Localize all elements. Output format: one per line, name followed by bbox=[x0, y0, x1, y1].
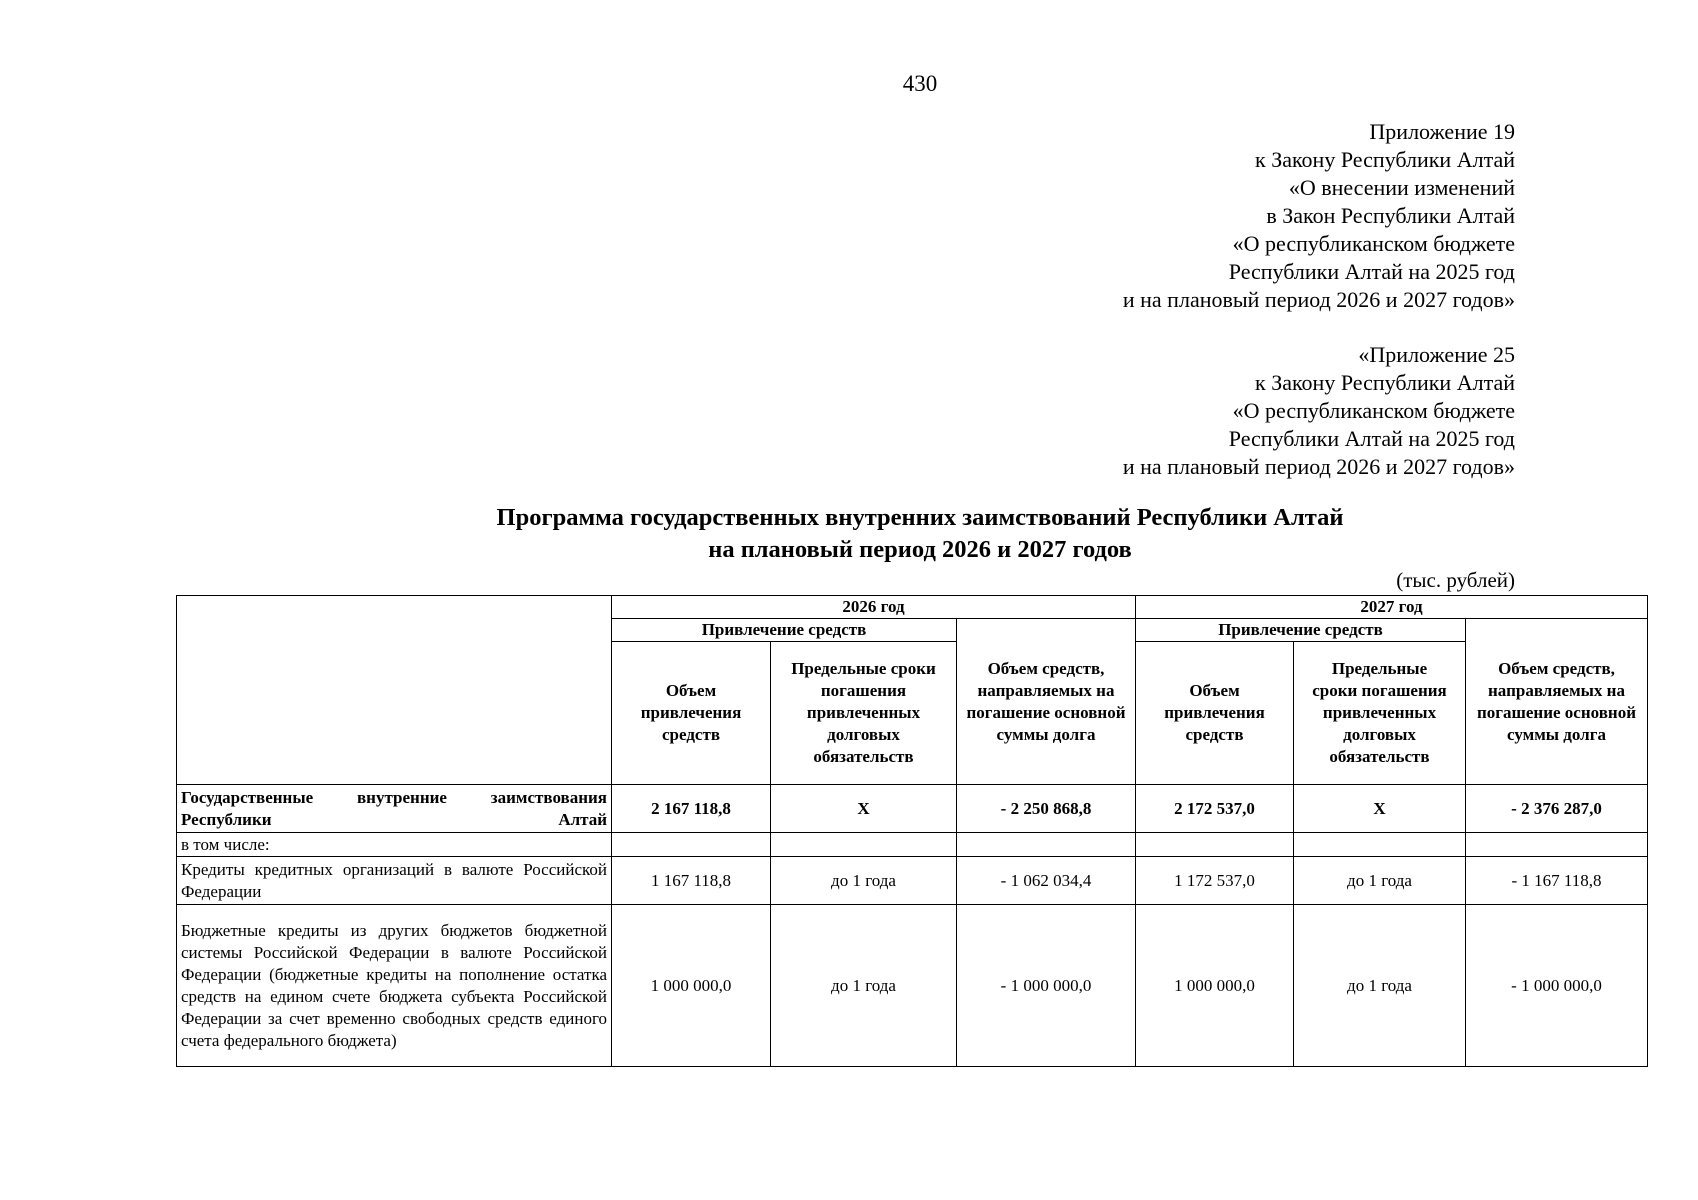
cell-term-2026: до 1 года bbox=[771, 857, 957, 905]
appendix-line: Приложение 19 bbox=[1369, 119, 1515, 144]
header-attraction-2027: Привлечение средств bbox=[1136, 619, 1466, 642]
document-title bbox=[180, 502, 1660, 566]
appendix-line: Республики Алтай на 2025 год bbox=[1228, 426, 1515, 451]
header-terms-2026: Предельные сроки погашения привлеченных долговых обязательств bbox=[771, 642, 957, 785]
cell-repay-2026: - 1 062 034,4 bbox=[957, 857, 1136, 905]
appendix-line: и на плановый период 2026 и 2027 годов» bbox=[1122, 287, 1515, 312]
appendix-line: и на плановый период 2026 и 2027 годов» bbox=[1122, 454, 1515, 479]
appendix-line: к Закону Республики Алтай bbox=[1255, 370, 1515, 395]
appendix-line: «О республиканском бюджете bbox=[1232, 398, 1515, 423]
appendix-line: к Закону Республики Алтай bbox=[1255, 147, 1515, 172]
cell-term-2027: Х bbox=[1294, 785, 1466, 833]
cell-repay-2026 bbox=[957, 833, 1136, 857]
cell-volume-2026: 1 167 118,8 bbox=[612, 857, 771, 905]
cell-repay-2027: - 2 376 287,0 bbox=[1466, 785, 1648, 833]
appendix-line: «О республиканском бюджете bbox=[1232, 231, 1515, 256]
title-line-2: на плановый период 2026 и 2027 годов bbox=[708, 536, 1132, 563]
table-row bbox=[177, 833, 1648, 857]
header-repayment-2027: Объем средств, направляемых на погашение основной суммы долга bbox=[1466, 619, 1648, 785]
cell-volume-2026: 1 000 000,0 bbox=[612, 905, 771, 1067]
units-label: (тыс. рублей) bbox=[1396, 568, 1515, 592]
cell-term-2027: до 1 года bbox=[1294, 905, 1466, 1067]
header-volume-2026: Объем привлечения средств bbox=[612, 642, 771, 785]
appendix-25-header bbox=[815, 341, 1515, 481]
title-line-1: Программа государственных внутренних заимствований Республики Алтай bbox=[496, 504, 1344, 531]
cell-repay-2027 bbox=[1466, 833, 1648, 857]
cell-term-2026 bbox=[771, 833, 957, 857]
row-name: Кредиты кредитных организаций в валюте Российской Федерации bbox=[177, 857, 612, 905]
cell-term-2027 bbox=[1294, 833, 1466, 857]
cell-volume-2026 bbox=[612, 833, 771, 857]
cell-term-2027: до 1 года bbox=[1294, 857, 1466, 905]
header-empty-cell bbox=[177, 596, 612, 785]
header-volume-2027: Объем привлечения средств bbox=[1136, 642, 1294, 785]
table-row bbox=[177, 905, 1648, 1067]
appendix-line: «Приложение 25 bbox=[1358, 342, 1515, 367]
header-attraction-2026: Привлечение средств bbox=[612, 619, 957, 642]
header-year-2026: 2026 год bbox=[612, 596, 1136, 619]
cell-volume-2027 bbox=[1136, 833, 1294, 857]
cell-volume-2027: 1 172 537,0 bbox=[1136, 857, 1294, 905]
row-name: Государственные внутренние заимствования Республики Алтай bbox=[177, 785, 612, 833]
row-name: Бюджетные кредиты из других бюджетов бюджетной системы Российской Федерации в валюте Российской Федерации (бюджетные кредиты на пополнение остатка средств на едином счете бюджета субъекта Российской Федерации за счет временно свободных средств единого счета федерального бюджета) bbox=[177, 905, 612, 1067]
cell-volume-2027: 2 172 537,0 bbox=[1136, 785, 1294, 833]
cell-volume-2026: 2 167 118,8 bbox=[612, 785, 771, 833]
header-year-2027: 2027 год bbox=[1136, 596, 1648, 619]
borrowing-program-table bbox=[176, 595, 1648, 1067]
row-name: в том числе: bbox=[177, 833, 612, 857]
appendix-19-header bbox=[815, 118, 1515, 314]
appendix-line: Республики Алтай на 2025 год bbox=[1228, 259, 1515, 284]
table-row bbox=[177, 857, 1648, 905]
header-terms-2027: Предельные сроки погашения привлеченных долговых обязательств bbox=[1294, 642, 1466, 785]
page-number: 430 bbox=[902, 71, 938, 96]
cell-volume-2027: 1 000 000,0 bbox=[1136, 905, 1294, 1067]
cell-repay-2026: - 1 000 000,0 bbox=[957, 905, 1136, 1067]
cell-term-2026: Х bbox=[771, 785, 957, 833]
table-row bbox=[177, 785, 1648, 833]
cell-term-2026: до 1 года bbox=[771, 905, 957, 1067]
appendix-line: в Закон Республики Алтай bbox=[1266, 203, 1515, 228]
cell-repay-2026: - 2 250 868,8 bbox=[957, 785, 1136, 833]
header-repayment-2026: Объем средств, направляемых на погашение основной суммы долга bbox=[957, 619, 1136, 785]
cell-repay-2027: - 1 167 118,8 bbox=[1466, 857, 1648, 905]
cell-repay-2027: - 1 000 000,0 bbox=[1466, 905, 1648, 1067]
appendix-line: «О внесении изменений bbox=[1288, 175, 1515, 200]
